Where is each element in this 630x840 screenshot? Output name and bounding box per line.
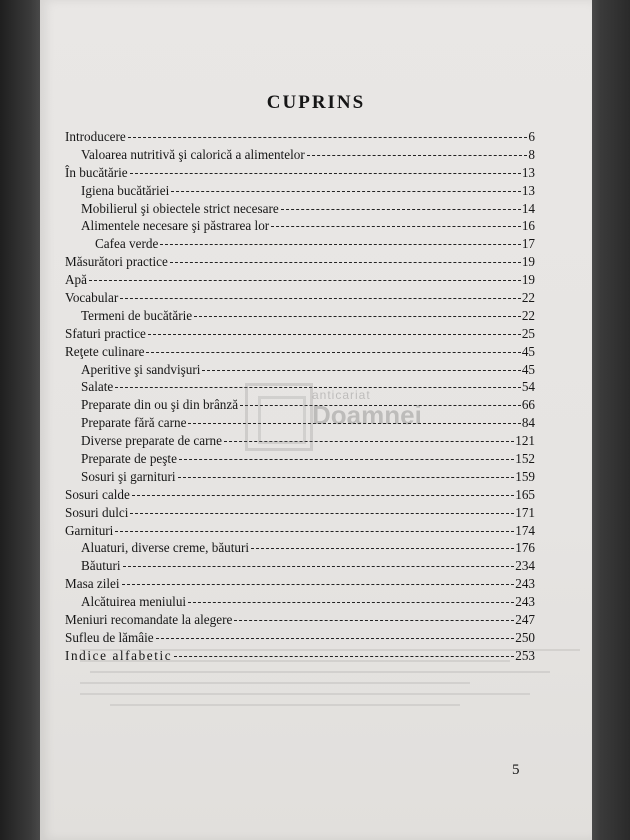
toc-entry-page: 54 — [521, 379, 535, 395]
toc-entry-label: Reţete culinare — [65, 343, 145, 359]
toc-entry — [65, 647, 535, 665]
toc-entry-page: 234 — [515, 558, 535, 574]
toc-entry — [65, 289, 535, 307]
toc-entry-label: Apă — [65, 272, 87, 288]
toc-entry-page: 243 — [515, 594, 535, 610]
watermark-line1: anticariat — [312, 388, 371, 402]
toc-leader-line — [120, 298, 521, 299]
toc-entry — [65, 522, 535, 540]
toc-entry-label: Sosuri calde — [65, 486, 130, 502]
toc-leader-line — [271, 226, 521, 227]
toc-entry-page: 19 — [521, 272, 535, 288]
toc-leader-line — [115, 531, 514, 532]
toc-entry-label: Alcătuirea meniului — [81, 594, 187, 610]
toc-leader-line — [194, 316, 521, 317]
toc-leader-line — [160, 244, 520, 245]
toc-entry — [65, 557, 535, 575]
toc-entry — [65, 200, 535, 218]
toc-entry-label: Preparate fără carne — [81, 415, 187, 431]
toc-leader-line — [234, 620, 514, 621]
toc-entry-label: Sosuri dulci — [65, 504, 129, 520]
toc-leader-line — [174, 656, 514, 657]
toc-entry-label: Valoarea nutritivă şi calorică a alimentelor — [81, 146, 305, 162]
toc-entry — [65, 235, 535, 253]
toc-leader-line — [130, 173, 521, 174]
toc-entry-label: Preparate de peşte — [81, 451, 177, 467]
toc-entry-label: Diverse preparate de carne — [81, 433, 222, 449]
toc-entry-page: 176 — [515, 540, 535, 556]
toc-leader-line — [251, 548, 514, 549]
toc-entry-page: 13 — [521, 182, 535, 198]
toc-leader-line — [130, 513, 514, 514]
toc-entry — [65, 575, 535, 593]
toc-entry — [65, 504, 535, 522]
toc-entry-label: Garnituri — [65, 522, 114, 538]
toc-entry — [65, 217, 535, 235]
toc-entry — [65, 629, 535, 647]
toc-entry — [65, 539, 535, 557]
toc-entry — [65, 146, 535, 164]
toc-entry-label: Mobilierul şi obiectele strict necesare — [81, 200, 279, 216]
toc-leader-line — [179, 459, 514, 460]
toc-entry-page: 247 — [515, 612, 535, 628]
toc-entry-label: Masa zilei — [65, 576, 120, 592]
toc-entry-page: 19 — [521, 254, 535, 270]
toc-entry-label: Igiena bucătăriei — [81, 182, 170, 198]
toc-entry-page: 121 — [515, 433, 535, 449]
toc-entry-page: 22 — [521, 307, 535, 323]
toc-leader-line — [307, 155, 528, 156]
toc-entry — [65, 253, 535, 271]
toc-leader-line — [202, 370, 520, 371]
toc-entry-label: Cafea verde — [95, 236, 159, 252]
toc-entry-page: 14 — [521, 200, 535, 216]
toc-entry — [65, 593, 535, 611]
toc-leader-line — [146, 352, 520, 353]
toc-entry-page: 243 — [515, 576, 535, 592]
toc-entry-page: 165 — [515, 486, 535, 502]
toc-entry-page: 174 — [515, 522, 535, 538]
toc-leader-line — [132, 495, 514, 496]
toc-entry-page: 25 — [521, 325, 535, 341]
toc-entry-label: Vocabular — [65, 290, 119, 306]
toc-entry-page: 45 — [521, 361, 535, 377]
toc-entry-page: 159 — [515, 468, 535, 484]
toc-entry-page: 17 — [521, 236, 535, 252]
toc-entry — [65, 468, 535, 486]
toc-entry — [65, 164, 535, 182]
toc-leader-line — [128, 137, 528, 138]
toc-entry-page: 22 — [521, 290, 535, 306]
page-number: 5 — [512, 762, 520, 778]
toc-entry-page: 45 — [521, 343, 535, 359]
toc-entry-label: Băuturi — [81, 558, 121, 574]
page-title: CUPRINS — [266, 92, 366, 113]
toc-entry — [65, 128, 535, 146]
toc-leader-line — [188, 602, 514, 603]
toc-entry — [65, 271, 535, 289]
watermark-text — [312, 388, 422, 431]
toc-entry-label: Salate — [81, 379, 114, 395]
toc-entry-label: Termeni de bucătărie — [81, 307, 193, 323]
toc-entry-page: 152 — [515, 451, 535, 467]
toc-entry-page: 250 — [515, 629, 535, 645]
toc-entry-page: 6 — [528, 129, 535, 144]
toc-entry — [65, 325, 535, 343]
toc-entry-label: Sufleu de lămâie — [65, 629, 154, 645]
toc-entry-page: 8 — [528, 146, 535, 162]
toc-leader-line — [281, 209, 521, 210]
watermark-line2: Doamnei — [312, 400, 422, 430]
toc-leader-line — [148, 334, 521, 335]
toc-entry-label: Aperitive şi sandvişuri — [81, 361, 201, 377]
toc-entry-label: Preparate din ou şi din brânză — [81, 397, 239, 413]
toc-leader-line — [156, 638, 515, 639]
toc-entry-label: În bucătărie — [65, 164, 128, 180]
toc-entry-label: Sosuri şi garnituri — [81, 468, 176, 484]
toc-entry-label: Alimentele necesare şi păstrarea lor — [81, 218, 270, 234]
toc-leader-line — [123, 566, 515, 567]
book-page — [40, 0, 592, 840]
toc-entry-page: 16 — [521, 218, 535, 234]
toc-leader-line — [122, 584, 515, 585]
toc-leader-line — [170, 262, 521, 263]
toc-entry-label: Măsurători practice — [65, 254, 168, 270]
toc-entry-label: Sfaturi practice — [65, 325, 146, 341]
toc-entry-page: 171 — [515, 504, 535, 520]
toc-entry-page: 253 — [515, 647, 535, 663]
toc-entry — [65, 182, 535, 200]
toc-entry-page: 84 — [521, 415, 535, 431]
toc-entry-label: Introducere — [65, 129, 126, 144]
toc-entry — [65, 486, 535, 504]
toc-entry — [65, 343, 535, 361]
toc-leader-line — [171, 191, 521, 192]
toc-entry-label: Indice alfabetic — [65, 647, 173, 663]
toc-entry-page: 66 — [521, 397, 535, 413]
toc-entry — [65, 611, 535, 629]
toc-leader-line — [89, 280, 521, 281]
toc-entry-label: Aluaturi, diverse creme, băuturi — [81, 540, 250, 556]
toc-leader-line — [178, 477, 515, 478]
toc-entry-page: 13 — [521, 164, 535, 180]
toc-entry-label: Meniuri recomandate la alegere — [65, 612, 233, 628]
toc-entry — [65, 307, 535, 325]
